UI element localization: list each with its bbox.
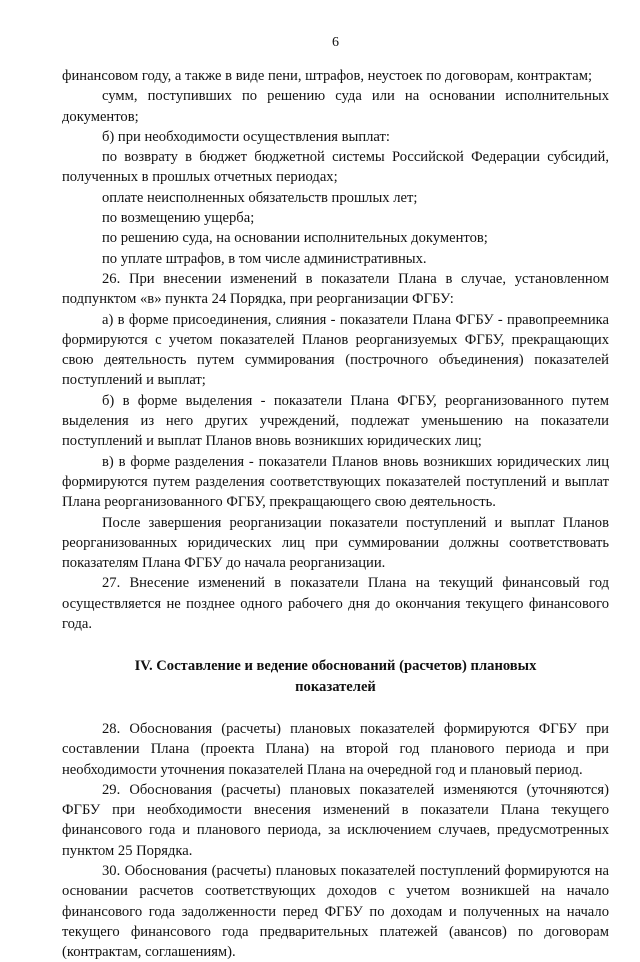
paragraphs-before — [62, 66, 609, 634]
paragraph: 28. Обоснования (расчеты) плановых показателей формируются ФГБУ при составлении Плана (проекта Плана) на второй год планового периода и при необходимости уточнения показателей Плана на очередной год и плановый период. — [62, 720, 609, 778]
paragraph: 27. Внесение изменений в показатели Плана на текущий финансовый год осуществляется не позднее одного рабочего дня до окончания текущего финансового года. — [62, 575, 609, 633]
paragraph: по возврату в бюджет бюджетной системы Российской Федерации субсидий, полученных в прошлых отчетных периодах; — [62, 149, 609, 186]
paragraph: по решению суда, на основании исполнительных документов; — [102, 230, 488, 247]
paragraph: 26. При внесении изменений в показатели Плана в случае, установленном подпунктом «в» пункта 24 Порядка, при реорганизации ФГБУ: — [62, 270, 609, 308]
document-page — [62, 34, 609, 962]
paragraph: а) в форме присоединения, слияния - показатели Плана ФГБУ - правопреемника формируются с учетом показателей Планов реорганизуемых ФГБУ, прекращающих свою деятельность путем суммирования (построчного объединения) показателей поступлений и выплат; — [62, 311, 609, 389]
paragraph: б) в форме выделения - показатели Плана ФГБУ, реорганизованного путем выделения из него других учреждений, подлежат уменьшению на показатели поступлений и выплат Планов вновь возникших юридических лиц; — [62, 392, 609, 450]
paragraph: по уплате штрафов, в том числе административных. — [102, 250, 427, 267]
paragraph: 30. Обоснования (расчеты) плановых показателей поступлений формируются на основании расчетов соответствующих доходов с учетом возникшей на начало финансового года задолженности перед ФГБУ по доходам и полученных на начало текущего финансового года предварительных платежей (авансов) по договорам (контрактам, соглашениям). — [62, 862, 609, 961]
page-number: 6 — [332, 35, 339, 50]
paragraph: После завершения реорганизации показатели поступлений и выплат Планов реорганизованных юридических лиц при суммировании должны соответствовать показателям Плана ФГБУ до начала реорганизации. — [62, 514, 609, 572]
paragraph: в) в форме разделения - показатели Планов вновь возникших юридических лиц формируются путем разделения соответствующих показателей поступлений и выплат Плана реорганизованного ФГБУ, прекращающего свою деятельность. — [62, 453, 609, 511]
paragraph: б) при необходимости осуществления выплат: — [102, 128, 390, 145]
paragraph: оплате неисполненных обязательств прошлых лет; — [102, 189, 418, 206]
paragraph: по возмещению ущерба; — [102, 210, 255, 227]
paragraphs-after — [62, 719, 609, 962]
section-title: IV. Составление и ведение обоснований (расчетов) плановых показателей — [134, 658, 537, 695]
paragraph: финансовом году, а также в виде пени, штрафов, неустоек по договорам, контрактам; — [62, 68, 593, 84]
paragraph: сумм, поступивших по решению суда или на основании исполнительных документов; — [62, 88, 609, 125]
paragraph: 29. Обоснования (расчеты) плановых показателей изменяются (уточняются) ФГБУ при необходимости внесения изменений в показатели Плана текущего финансового года и планового периода, за исключением случаев, предусмотренных пунктом 25 Порядка. — [62, 781, 609, 859]
